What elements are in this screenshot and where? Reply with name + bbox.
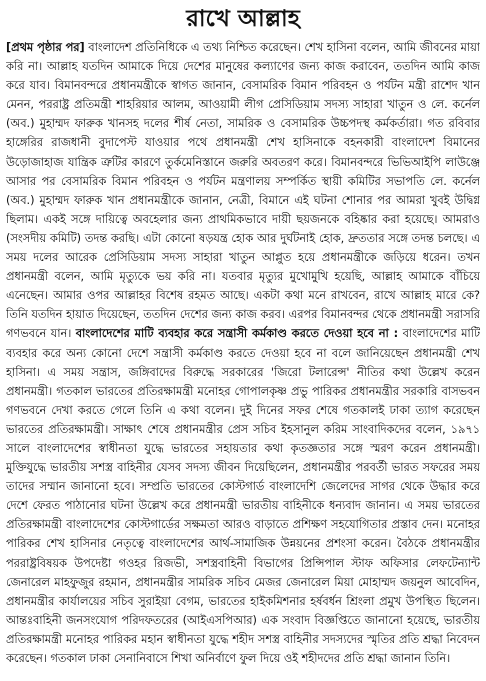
paragraph-1: বাংলাদেশ প্রতিনিধিকে এ তথ্য নিশ্চিত করেছেন। শেখ হাসিনা বলেন, আমি জীবনের মায়া করি না। আল্লাহ যতদিন আমাকে দিয়ে দেশের মানুষের কল্যাণের জন্য কাজ করাবেন, ততদিন আমি কাজ করে যাব। বিমানবন্দরে প্রধানমন্ত্রীকে স্বাগত জানান, বেসামরিক বিমান পরিবহন ও পর্যটন মন্ত্রী রাশেদ খান মেনন, পররাষ্ট্র প্রতিমন্ত্রী শাহরিয়ার আলম, আওয়ামী লীগ প্রেসিডিয়াম সদস্য সাহারা খাতুন ও লে. কর্নেল (অব.) মুহাম্মদ ফারুক খানসহ দলের শীর্ষ নেতা, সামরিক ও বেসামরিক উচ্চপদস্থ কর্মকর্তারা। গত রবিবার হাঙ্গেরির রাজধানী বুদাপেস্ট যাওয়ার পথে প্রধানমন্ত্রী শেখ হাসিনাকে বহনকারী বাংলাদেশ বিমানের উড়োজাহাজ যান্ত্রিক ত্রুটির কারণে তুর্কমেনিস্তানে জরুরি অবতরণ করে। বিমানবন্দরে ভিভিআইপি লাউঞ্জে আসার পর বেসামরিক বিমান পরিবহন ও পর্যটন মন্ত্রণালয় সম্পর্কিত স্থায়ী কমিটির সভাপতি লে. কর্নেল (অব.) মুহাম্মদ ফারুক খান প্রধানমন্ত্রীকে জানান, নেত্রী, বিমানে এই ঘটনা শোনার পর আমরা খুবই উদ্বিগ্ন ছিলাম। একই সঙ্গে দায়িত্বে অবহেলার জন্য প্রাথমিকভাবে দায়ী ছয়জনকে বহিষ্কার করা হয়েছে। আমরাও (সংসদীয় কমিটি) তদন্ত করছি। এটা কোনো ষড়যন্ত্র হোক আর দুর্ঘটনাই হোক, দ্রুততার সঙ্গে তদন্ত চলছে। এ সময় দলের আরেক প্রেসিডিয়াম সদস্য সাহারা খাতুন আপ্লুত হয়ে প্রধানমন্ত্রীকে জড়িয়ে ধরেন। তখন প্রধানমন্ত্রী বলেন, আমি মৃত্যুকে ভয় করি না। যতবার মৃত্যুর মুখোমুখি হয়েছি, আল্লাহ আমাকে বাঁচিয়ে এনেছেন। আমার ওপর আল্লাহর বিশেষ রহমত আছে। একটা কথা মনে রাখবেন, রাখে আল্লাহ মারে কে? তিনি যতদিন হায়াত দিয়েছেন, ততদিন দেশের জন্য কাজ করব। এরপর বিমানবন্দর থেকে প্রধানমন্ত্রী সরাসরি গণভবনে যান। xyxy=(6,41,480,341)
paragraph-2: বাংলাদেশের মাটি ব্যবহার করে অন্য কোনো দেশে সন্ত্রাসী কর্মকাণ্ড করতে দেওয়া হবে না বলে জানিয়েছেন প্রধানমন্ত্রী শেখ হাসিনা। এ সময় সন্ত্রাস, জঙ্গিবাদের বিরুদ্ধে সরকারের 'জিরো টলারেন্স' নীতির কথা উল্লেখ করেন প্রধানমন্ত্রী। গতকাল ভারতের প্রতিরক্ষামন্ত্রী মনোহর গোপালকৃষ্ণ প্রভু পারিকর প্রধানমন্ত্রীর সরকারি বাসভবন গণভবনে দেখা করতে গেলে তিনি এ কথা বলেন। দুই দিনের সফর শেষে গতকালই ঢাকা ত্যাগ করেছেন ভারতের প্রতিরক্ষামন্ত্রী। সাক্ষাৎ শেষে প্রধানমন্ত্রীর প্রেস সচিব ইহসানুল করিম সাংবাদিকদের বলেন, ১৯৭১ সালে বাংলাদেশের স্বাধীনতা যুদ্ধে ভারতের সহায়তার কথা কৃতজ্ঞতার সঙ্গে স্মরণ করেন প্রধানমন্ত্রী। মুক্তিযুদ্ধে ভারতীয় সশস্ত্র বাহিনীর যেসব সদস্য জীবন দিয়েছিলেন, প্রধানমন্ত্রীর পরবর্তী ভারত সফরের সময় তাদের সম্মান জানানো হবে। সম্প্রতি ভারতের কোস্টগার্ড বাংলাদেশি জেলেদের সাগর থেকে উদ্ধার করে দেশে ফেরত পাঠানোর ঘটনা উল্লেখ করে প্রধানমন্ত্রী ভারতীয় বাহিনীকে ধন্যবাদ জানান। এ সময় ভারতের প্রতিরক্ষামন্ত্রী বাংলাদেশের কোস্টগার্ডের সক্ষমতা আরও বাড়াতে প্রশিক্ষণ সহযোগিতার প্রস্তাব দেন। মনোহর পারিকর শেখ হাসিনার নেতৃত্বে বাংলাদেশের আর্থ-সামাজিক উন্নয়নের প্রশংসা করেন। বৈঠকে প্রধানমন্ত্রীর পররাষ্ট্রবিষয়ক উপদেষ্টা গওহর রিজভী, সশস্ত্রবাহিনী বিভাগের প্রিন্সিপাল স্টাফ অফিসার লেফটেন্যান্ট জেনারেল মাহফুজুর রহমান, প্রধানমন্ত্রীর সামরিক সচিব মেজর জেনারেল মিয়া মোহাম্মদ জয়নুল আবেদিন, প্রধানমন্ত্রীর কার্যালয়ের সচিব সুরাইয়া বেগম, ভারতের হাইকমিশনার হর্ষবর্ধন শ্রিংলা প্রমুখ উপস্থিত ছিলেন। আন্তঃবাহিনী জনসংযোগ পরিদফতরের (আইএসপিআর) এক সংবাদ বিজ্ঞপ্তিতে জানানো হয়েছে, ভারতীয় প্রতিরক্ষামন্ত্রী মনোহর পারিকর মহান স্বাধীনতা যুদ্ধে শহীদ সশস্ত্র বাহিনীর সদস্যদের স্মৃতির প্রতি শ্রদ্ধা নিবেদন করেছেন। গতকাল ঢাকা সেনানিবাসে শিখা অনির্বাণে ফুল দিয়ে ওই শহীদদের প্রতি শ্রদ্ধা জানান তিনি। xyxy=(6,327,480,665)
headline: রাখে আল্লাহ xyxy=(186,5,300,32)
article-body xyxy=(6,38,480,668)
subheading: বাংলাদেশের মাটি ব্যবহার করে সন্ত্রাসী কর্মকাণ্ড করতে দেওয়া হবে না : xyxy=(75,327,399,341)
continuation-kicker: [প্রথম পৃষ্ঠার পর] xyxy=(6,41,85,54)
